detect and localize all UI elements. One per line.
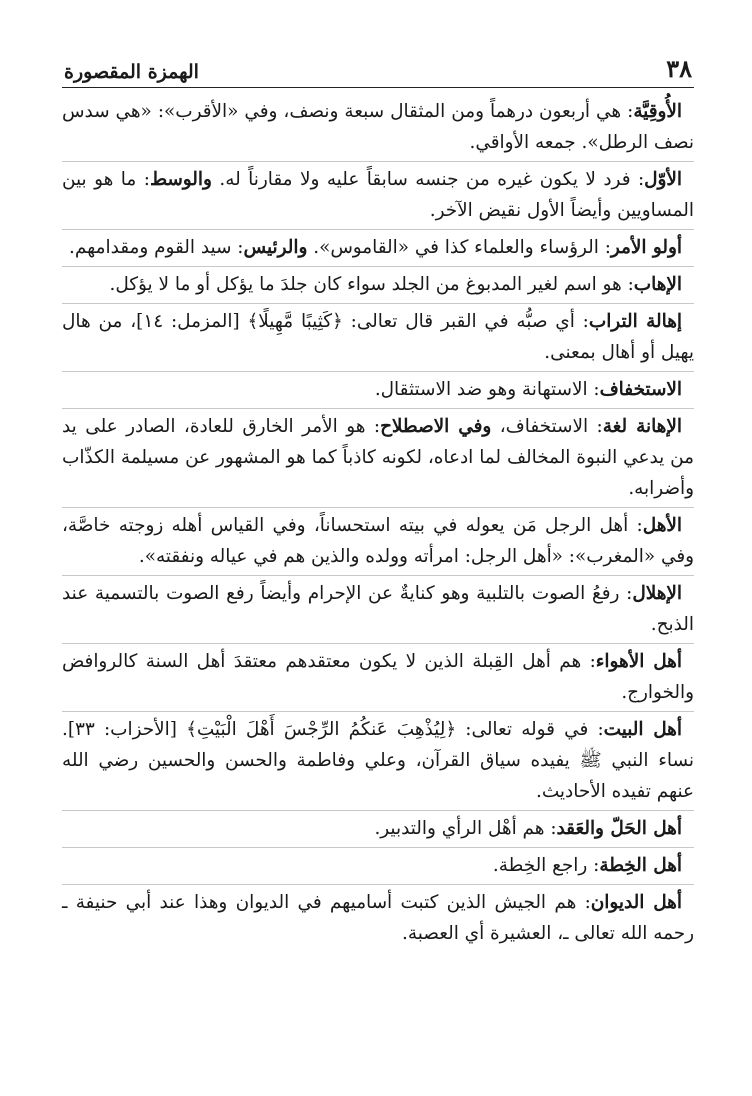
- glossary-entries: [62, 94, 694, 952]
- entry-istikhfaf: [62, 372, 694, 409]
- entry-definition: : الرؤساء والعلماء كذا في «القاموس».: [307, 237, 611, 258]
- entry-ahl-alahwa: [62, 644, 694, 712]
- entry-term: أولو الأمر: [610, 237, 682, 258]
- entry-subdefinition: : ما هو بين المساويين وأيضاً الأول نقيض الآخر.: [62, 169, 694, 221]
- entry-definition: : الاستهانة وهو ضد الاستثقال.: [374, 379, 600, 400]
- entry-ooqiyya: [62, 94, 694, 162]
- entry-definition: : راجع الخِطة.: [492, 855, 600, 876]
- entry-ahl: [62, 508, 694, 576]
- entry-definition: : هم الجيش الذين كتبت أساميهم في الديوان وهذا عند أبي حنيفة ـ رحمه الله تعالى ـ، العشيرة أي العصبة.: [62, 892, 694, 944]
- entry-ihana: [62, 409, 694, 508]
- entry-subdefinition: : سيد القوم ومقدامهم.: [69, 237, 244, 258]
- entry-term: أهل الحَلّ والعَقد: [556, 818, 682, 839]
- entry-definition: : هو اسم لغير المدبوغ من الجلد سواء كان جلدَ ما يؤكل أو ما لا يؤكل.: [109, 274, 634, 295]
- page-header: [62, 48, 694, 88]
- entry-awwal: [62, 162, 694, 230]
- page-number: ٣٨: [666, 54, 692, 83]
- entry-ahl-albayt: [62, 712, 694, 811]
- entry-ihab: [62, 267, 694, 304]
- entry-term: الأهل: [642, 515, 682, 536]
- entry-definition: : أهل الرجل مَن يعوله في بيته استحساناً، وفي القياس أهله زوجته خاصَّة، وفي «المغرب»: «أهل الرجل: امرأته وولده والذين هم في عياله ونفقته».: [62, 515, 694, 567]
- entry-subterm: والرئيس: [243, 237, 308, 258]
- entry-term: أهل الديوان: [590, 892, 682, 913]
- entry-ahl-alhall: [62, 811, 694, 848]
- entry-subterm: والوسط: [149, 169, 212, 190]
- entry-definition: : هي أربعون درهماً ومن المثقال سبعة ونصف، وفي «الأقرب»: «هي سدس نصف الرطل». جمعه الأواقي.: [62, 101, 694, 153]
- entry-definition: : فرد لا يكون غيره من جنسه سابقاً عليه ولا مقارناً له.: [211, 169, 645, 190]
- entry-term: الإهلال: [632, 583, 682, 604]
- entry-ahl-aldiwan: [62, 885, 694, 952]
- entry-ulu-alamr: [62, 230, 694, 267]
- entry-term: إهالة التراب: [588, 311, 683, 332]
- document-page: [62, 48, 694, 952]
- entry-definition: : رفعُ الصوت بالتلبية وهو كنايةٌ عن الإحرام وأيضاً رفع الصوت بالتسمية عند الذبح.: [62, 583, 694, 635]
- entry-subterm: وفي الاصطلاح: [380, 416, 492, 437]
- entry-subdefinition: : هو الأمر الخارق للعادة، الصادر على يد من يدعي النبوة المخالف لما ادعاه، لكونه كاذباً كما هو المشهور عن مسيلمة الكذّاب وأضرابه.: [62, 416, 694, 499]
- entry-term: الإهانة لغة: [602, 416, 682, 437]
- entry-term: أهل الأهواء: [595, 651, 682, 672]
- entry-term: أهل الخِطة: [599, 855, 682, 876]
- entry-definition: : في قوله تعالى: ﴿لِيُذْهِبَ عَنكُمُ الرِّجْسَ أَهْلَ الْبَيْتِ﴾ [الأحزاب: ٣٣]. نساء النبي ﷺ يفيده سياق القرآن، وعلي وفاطمة والحسن والحسين رضي الله عنهم تفيده الأحاديث.: [62, 719, 694, 802]
- running-head: الهمزة المقصورة: [64, 61, 199, 83]
- entry-ihalat-alturab: [62, 304, 694, 372]
- entry-definition: : هم أهْل الرأي والتدبير.: [374, 818, 557, 839]
- entry-definition: : هم أهل القِبلة الذين لا يكون معتقدهم معتقدَ أهل السنة كالروافض والخوارج.: [62, 651, 694, 703]
- entry-ahl-alkhitta: [62, 848, 694, 885]
- entry-term: الإهاب: [633, 274, 682, 295]
- entry-term: أهل البيت: [603, 719, 682, 740]
- entry-term: الأوّل: [644, 169, 682, 190]
- entry-definition: : أي صبُّه في القبر قال تعالى: ﴿كَثِيبًا مَّهِيلًا﴾ [المزمل: ١٤]، من هال يهيل أو أهال بمعنى.: [62, 311, 694, 363]
- entry-definition: : الاستخفاف،: [491, 416, 603, 437]
- entry-ihlal: [62, 576, 694, 644]
- entry-term: الأُوقِيَّة: [633, 101, 682, 122]
- entry-term: الاستخفاف: [599, 379, 682, 400]
